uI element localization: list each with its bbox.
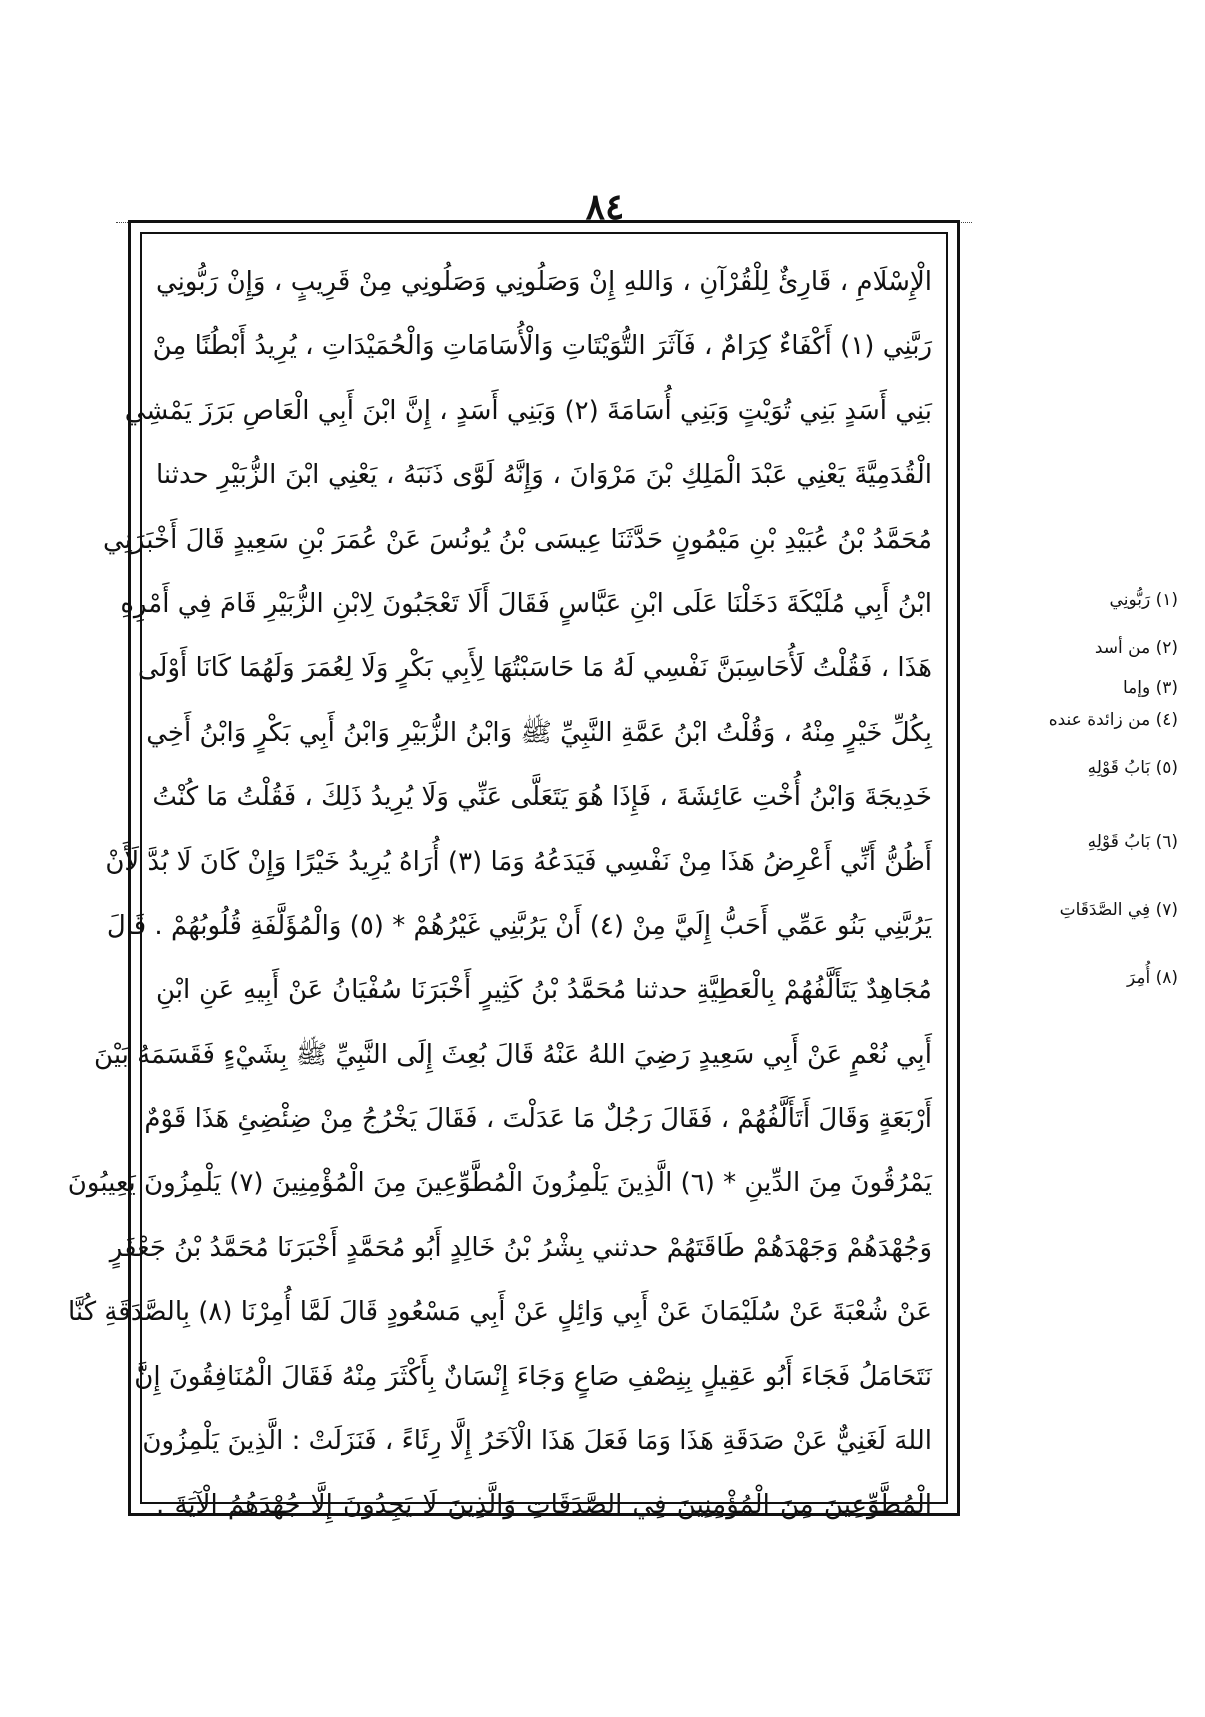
- text-line-13: أَبِي نُعْمٍ عَنْ أَبِي سَعِيدٍ رَضِيَ اللهُ عَنْهُ قَالَ بُعِثَ إِلَى النَّبِيِّ ﷺ بِشَيْءٍ فَقَسَمَهُ بَيْنَ: [94, 1039, 932, 1070]
- text-line-16: وَجُهْدَهُمْ وَجَهْدَهُمْ طَاقَتَهُمْ حدثني بِشْرُ بْنُ خَالِدٍ أَبُو مُحَمَّدٍ أَخْبَرَنَا مُحَمَّدُ بْنُ جَعْفَرٍ: [109, 1232, 932, 1263]
- main-text: [67, 250, 932, 1521]
- text-line-14: أَرْبَعَةٍ وَقَالَ أَتَأَلَّفُهُمْ ، فَقَالَ رَجُلٌ مَا عَدَلْتَ ، فَقَالَ يَخْرُجُ مِنْ ضِئْضِئِ هَذَا قَوْمٌ: [144, 1104, 932, 1135]
- text-line-15: يَمْرُقُونَ مِنَ الدِّينِ * (٦) الَّذِينَ يَلْمِزُونَ الْمُطَّوِّعِينَ مِنَ الْمُؤْمِنِينَ (٧) يَلْمِزُونَ يَعِيبُونَ: [67, 1168, 932, 1199]
- text-line-10: أَظُنُّ أَنِّي أَعْرِضُ هَذَا مِنْ نَفْسِي فَيَدَعُهُ وَمَا (٣) أُرَاهُ يُرِيدُ خَيْرًا وَإِنْ كَانَ لَا بُدَّ لَأَنْ: [105, 846, 932, 877]
- margin-note-2: (٢) من أسد: [1094, 638, 1178, 658]
- margin-note-7: (٧) فِي الصَّدَقَاتِ: [1059, 900, 1178, 920]
- page-number: ٨٤: [585, 186, 625, 228]
- text-line-1: الْإِسْلَامِ ، قَارِئٌ لِلْقُرْآنِ ، وَاللهِ إِنْ وَصَلُونِي وَصَلُونِي مِنْ قَرِيبٍ ، وَإِنْ رَبُّونِي: [156, 267, 932, 297]
- margin-note-5: (٥) بَابُ قَوْلِهِ: [1087, 758, 1178, 778]
- margin-note-1: (١) رَبُّونِي: [1109, 590, 1178, 610]
- margin-note-8: (٨) أُمِرَ: [1126, 968, 1178, 988]
- text-line-5: مُحَمَّدُ بْنُ عُبَيْدِ بْنِ مَيْمُونٍ حَدَّثَنَا عِيسَى بْنُ يُونُسَ عَنْ عُمَرَ بْنِ سَعِيدٍ قَالَ أَخْبَرَنِي: [102, 524, 932, 555]
- margin-note-4: (٤) من زائدة عنده: [1048, 710, 1178, 730]
- text-line-20: الْمُطَّوِّعِينَ مِنَ الْمُؤْمِنِينَ فِي الصَّدَقَاتِ وَالَّذِينَ لَا يَجِدُونَ إِلَّا جُهْدَهُمُ الْآيَةَ .: [156, 1490, 932, 1521]
- text-line-17: عَنْ شُعْبَةَ عَنْ سُلَيْمَانَ عَنْ أَبِي وَائِلٍ عَنْ أَبِي مَسْعُودٍ قَالَ لَمَّا أُمِرْنَا (٨) بِالصَّدَقَةِ كُنَّا: [67, 1297, 932, 1328]
- text-line-2: رَبَّنِي (١) أَكْفَاءٌ كِرَامٌ ، فَآثَرَ التُّوَيْتَاتِ وَالْأُسَامَاتِ وَالْحُمَيْدَاتِ ، يُرِيدُ أَبْطُنًا مِنْ: [152, 331, 932, 362]
- text-line-18: نَتَحَامَلُ فَجَاءَ أَبُو عَقِيلٍ بِنِصْفِ صَاعٍ وَجَاءَ إِنْسَانٌ بِأَكْثَرَ مِنْهُ فَقَالَ الْمُنَافِقُونَ إِنَّ: [134, 1361, 932, 1392]
- text-line-9: خَدِيجَةَ وَابْنُ أُخْتِ عَائِشَةَ ، فَإِذَا هُوَ يَتَعَلَّى عَنِّي وَلَا يُرِيدُ ذَلِكَ ، فَقُلْتُ مَا كُنْتُ: [152, 782, 932, 813]
- text-line-7: هَذَا ، فَقُلْتُ لَأُحَاسِبَنَّ نَفْسِي لَهُ مَا حَاسَبْتُهَا لِأَبِي بَكْرٍ وَلَا لِعُمَرَ وَلَهُمَا كَانَا أَوْلَى: [137, 653, 932, 684]
- margin-note-6: (٦) بَابُ قَوْلِهِ: [1087, 832, 1178, 852]
- text-line-19: اللهَ لَغَنِيٌّ عَنْ صَدَقَةِ هَذَا وَمَا فَعَلَ هَذَا الْآخَرُ إِلَّا رِئَاءً ، فَنَزَلَتْ : الَّذِينَ يَلْمِزُونَ: [142, 1426, 932, 1457]
- text-line-8: بِكُلِّ خَيْرٍ مِنْهُ ، وَقُلْتُ ابْنُ عَمَّةِ النَّبِيِّ ﷺ وَابْنُ الزُّبَيْرِ وَابْنُ أَبِي بَكْرٍ وَابْنُ أَخِي: [146, 717, 932, 748]
- text-line-3: بَنِي أَسَدٍ بَنِي تُوَيْتٍ وَبَنِي أُسَامَةَ (٢) وَبَنِي أَسَدٍ ، إِنَّ ابْنَ أَبِي الْعَاصِ بَرَزَ يَمْشِي: [124, 395, 932, 426]
- text-line-4: الْقُدَمِيَّةَ يَعْنِي عَبْدَ الْمَلِكِ بْنَ مَرْوَانَ ، وَإِنَّهُ لَوَّى ذَنَبَهُ ، يَعْنِي ابْنَ الزُّبَيْرِ حدثنا: [156, 460, 932, 491]
- text-line-6: ابْنُ أَبِي مُلَيْكَةَ دَخَلْنَا عَلَى ابْنِ عَبَّاسٍ فَقَالَ أَلَا تَعْجَبُونَ لِابْنِ الزُّبَيْرِ قَامَ فِي أَمْرِهِ: [120, 588, 932, 619]
- text-line-12: مُجَاهِدٌ يَتَأَلَّفُهُمْ بِالْعَطِيَّةِ حدثنا مُحَمَّدُ بْنُ كَثِيرٍ أَخْبَرَنَا سُفْيَانُ عَنْ أَبِيهِ عَنِ ابْنِ: [156, 975, 932, 1006]
- text-line-11: يَرُبَّنِي بَنُو عَمِّي أَحَبُّ إِلَيَّ مِنْ (٤) أَنْ يَرُبَّنِي غَيْرُهُمْ * (٥) وَالْمُؤَلَّفَةِ قُلُوبُهُمْ . قَالَ: [106, 910, 932, 941]
- margin-note-3: (٣) وإما: [1122, 678, 1178, 698]
